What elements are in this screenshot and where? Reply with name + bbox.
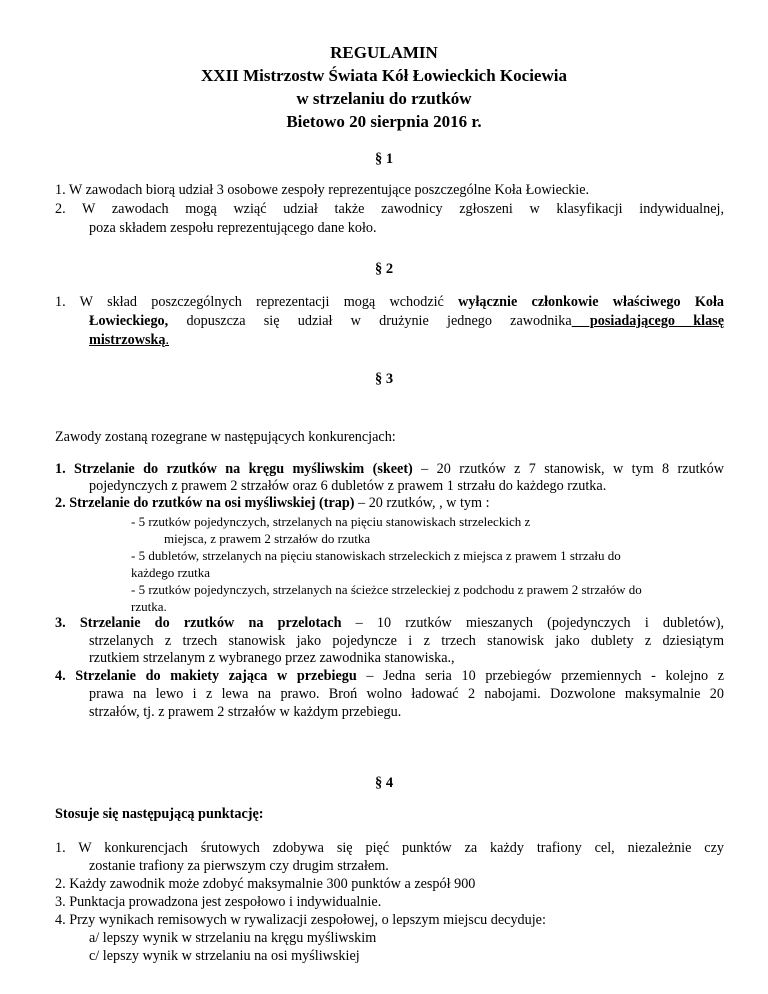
- competition-2-sub-1-line-1: - 5 rzutków pojedynczych, strzelanych na pięciu stanowiskach strzeleckich z: [131, 514, 531, 529]
- section-2-text: 1. W skład poszczególnych reprezentacji mogą wchodzić: [55, 294, 459, 310]
- competition-4-line-3: strzałów, tj. z prawem 2 strzałów w każdym przebiegu.: [89, 704, 402, 720]
- section-2-line-1: [55, 294, 724, 311]
- section-2-heading: § 2: [374, 261, 394, 277]
- competition-3-label: 3. Strzelanie do rzutków na przelotach: [55, 615, 342, 631]
- scoring-item-1-line-2: zostanie trafiony za pierwszym czy drugim strzałem.: [89, 858, 389, 874]
- competition-4-line-2: prawa na lewo i z lewa na prawo. Broń wolno ładować 2 nabojami. Dozwolone maksymalnie 20: [89, 686, 724, 702]
- competition-3-line-2: strzelanych z trzech stanowisk jako pojedyncze i z trzech stanowisk jako dublety z dziesiątym: [89, 633, 724, 649]
- scoring-item-4: 4. Przy wynikach remisowych w rywalizacji zespołowej, o lepszym miejscu decyduje:: [55, 912, 546, 928]
- competition-2-sub-3-line-1: - 5 rzutków pojedynczych, strzelanych na ścieżce strzeleckiej z podchodu z prawem 2 strzałów do: [131, 582, 642, 597]
- competition-4-text: – Jedna seria 10 przebiegów przemiennych - kolejno z: [356, 668, 724, 684]
- competition-3-text: – 10 rzutków mieszanych (pojedynczych i dubletów),: [341, 615, 725, 631]
- section-2-bold-text: Łowieckiego,: [89, 313, 169, 329]
- section-2-line-3: [89, 332, 169, 349]
- section-2-underlined-text: posiadającego klasę: [571, 313, 724, 329]
- doc-title: REGULAMIN: [330, 43, 438, 62]
- competition-2-sub-1-line-2: miejsca, z prawem 2 strzałów do rzutka: [164, 531, 371, 546]
- competition-1-line-1: [55, 461, 724, 478]
- competition-2-label: 2. Strzelanie do rzutków na osi myśliwskiej (trap): [55, 495, 355, 511]
- section-1-item-1: 1. W zawodach biorą udział 3 osobowe zespoły reprezentujące poszczególne Koła Łowieckie.: [55, 182, 590, 198]
- section-1-item-2-line-1: 2. W zawodach mogą wziąć udział także zawodnicy zgłoszeni w klasyfikacji indywidualnej,: [55, 201, 724, 217]
- competition-2-line-1: [55, 495, 490, 512]
- competition-4-line-1: [55, 668, 724, 685]
- competition-3-line-1: [55, 615, 724, 632]
- section-3-intro: Zawody zostaną rozegrane w następujących konkurencjach:: [55, 429, 396, 445]
- section-4-intro: Stosuje się następującą punktację:: [55, 806, 264, 822]
- section-2-underlined-text: mistrzowską: [89, 332, 166, 348]
- doc-subtitle: XXII Mistrzostw Świata Kół Łowieckich Kociewia: [201, 66, 567, 85]
- scoring-item-2: 2. Każdy zawodnik może zdobyć maksymalnie 300 punktów a zespół 900: [55, 876, 476, 892]
- competition-2-sub-2-line-1: - 5 dubletów, strzelanych na pięciu stanowiskach strzeleckich z miejsca z prawem 1 strzału do: [131, 548, 621, 563]
- section-3-heading: § 3: [374, 371, 394, 387]
- competition-4-label: 4. Strzelanie do makiety zająca w przebiegu: [55, 668, 357, 684]
- scoring-item-4-sub-a: a/ lepszy wynik w strzelaniu na kręgu myśliwskim: [89, 930, 377, 946]
- scoring-item-1-line-1: 1. W konkurencjach śrutowych zdobywa się pięć punktów za każdy trafiony cel, niezależnie czy: [55, 840, 724, 856]
- competition-2-sub-2-line-2: każdego rzutka: [131, 565, 211, 580]
- doc-subtitle-discipline: w strzelaniu do rzutków: [296, 89, 472, 108]
- section-2-line-2: [89, 313, 724, 330]
- section-2-bold-text: wyłącznie członkowie właściwego Koła: [458, 294, 724, 310]
- scoring-item-3: 3. Punktacja prowadzona jest zespołowo i indywidualnie.: [55, 894, 382, 910]
- scoring-item-4-sub-c: c/ lepszy wynik w strzelaniu na osi myśliwskiej: [89, 948, 360, 964]
- doc-subtitle-date: Bietowo 20 sierpnia 2016 r.: [286, 112, 482, 131]
- competition-1-line-2: pojedynczych z prawem 2 strzałów oraz 6 dubletów z prawem 1 strzału do każdego rzutka.: [89, 478, 607, 494]
- section-1-item-2-line-2: poza składem zespołu reprezentującego dane koło.: [89, 220, 377, 236]
- competition-1-label: 1. Strzelanie do rzutków na kręgu myśliwskim (skeet): [55, 461, 413, 477]
- section-1-heading: § 1: [374, 151, 394, 167]
- competition-2-text: – 20 rzutków, , w tym :: [354, 495, 490, 511]
- competition-2-sub-3-line-2: rzutka.: [131, 599, 167, 614]
- competition-1-text: – 20 rzutków z 7 stanowisk, w tym 8 rzutków: [412, 461, 724, 477]
- competition-3-line-3: rzutkiem strzelanym z wybranego przez zawodnika stanowiska.,: [89, 650, 455, 666]
- section-2-text: dopuszcza się udział w drużynie jednego zawodnika: [168, 313, 572, 329]
- section-4-heading: § 4: [374, 775, 394, 791]
- section-2-period: .: [165, 332, 169, 348]
